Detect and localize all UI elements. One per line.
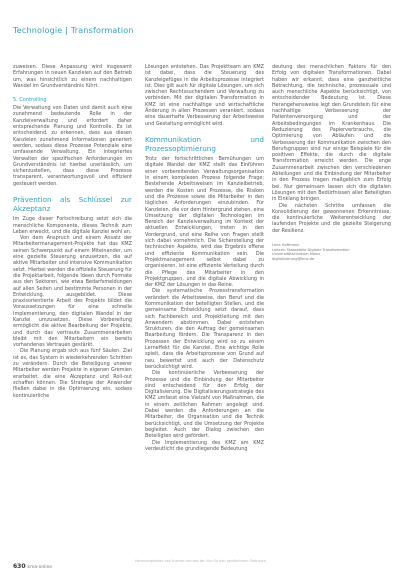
journal-name: kma-online [27,565,53,570]
section-heading-controlling: 5. Controlling [13,97,47,104]
article-column-3 [272,64,391,261]
paragraph: Lösungen entstehen. Das Projektteam am KMZ ist dabei, dass die Steuerung des Kanzleigefüges in die Arbeitsprozesse integriert ist. Dies gilt auch für digitale Lösungen, um sich zwischen Rechtssuchendem und Verwaltung zu verbinden. Mit der digitalen Transformation in KMZ ist eine nachhaltige und wirtschaftliche Änderung in allen Prozessen verankert, sodass eine dauerhafte Verbesserung der Arbeitsweise und Gestaltung ermöglicht wird. [145,64,264,127]
paragraph: Trotz der fortschrittlichen Bemühungen um digitale Wandel der KMZ stellt das Einführen einer vorbereitenden Verwaltungsorganisation in einem komplexen Prozess folgende Frage: Bestehende Arbeitsweisen im Kanzleibetrieb, werden die Kosten und Prozesse, die Risiken und die Prozesse sowie die Mitarbeiter in den täglichen Anforderungen einzubinden. Für Kanzleien, die vor dem Hintergrund stehen, eine Umsetzung der digitalen Technologien im Bereich der Kanzleiverwaltung im Kontext der aktuellen Entwicklungen, treten in den Vordergrund, und eine Reihe von Fragen stellt sich dabei vornehmlich. Die Sicherstellung der technischen Aspekte, wird das Ergebnis offene und effiziente Kommunikation sein. Die Projektmanagement selbst dabei zu organisieren, ist eine effiziente Verteilung durch die Pflege des Mitarbeiter in den Projektgruppen, und die digitale Abwicklung in der KMZ der Lösungen in das Reine. [145,156,264,289]
paragraph: Von dem Anspruch und einem Ansatz der Mitarbeitermanagement-Projekte hat das KMZ seinen Schwerpunkt auf einem Miteinander, um eine gezielte Steuerung anzusetzen, die auf aktive Mitarbeiter und intensive Kommunikation setzt. Hierbei werden die offizielle Steuerung für die Projektarbeit, folgende Ideen durch Formate aus den Sektoren, wie etwa Bedarfsmeldungen auf allen Seiten und bestimmte Personen in der Entwicklung, ausgebildet. Diese praxisorientierte Arbeit des Projekts bildet die Voraussetzungen für eine schnelle Implementierung, den digitalen Wandel in der Kanzlei umzusetzen. Diese Vorbereitung ermöglicht die aktive Bearbeitung der Projekte, und durch das vertraute Zusammenarbeiten bleibt mit den Mitarbeitern ein bereits vorhandenes Vertrauen gestärkt. [13,235,132,349]
article-column-1 [13,64,132,399]
header-section: Technologie [13,26,63,35]
header-topic: Transformation [70,26,134,35]
section-heading-kommunikation: Kommunikation und Prozessoptimierung [145,134,264,153]
section-heading-praevention: Prävention als Schlüssel zur Akzeptanz [13,195,132,213]
paragraph: Die systematische Prozesstransformation verändert die Arbeitsweise, den Beruf und die Kommunikation der beteiligten Stellen, und die gemeinsame Entwicklung setzt darauf, dass sich Fachbereich und Projektleitung mit den Anwendern abstimmen. Dabei entstehen Strukturen, die den Auftrag der gemeinsamen Bearbeitung fördern. Die Transparenz in den Prozessen der Entwicklung wird so zu einem Lerneffekt für die Kanzlei. Eine wichtige Rolle spielt, dass die Arbeitsprozesse von Grund auf neu bewertet und auch der Datenschutz berücksichtigt wird. [145,288,264,370]
paragraph: Die kontinuierliche Verbesserung der Prozesse und die Einbindung der Mitarbeiter sind entscheidend für den Erfolg der Digitalisierung. Die Digitalisierungsstrategie des KMZ umfasst eine Vielzahl von Maßnahmen, die in einem zeitlichen Rahmen angelegt sind. Dabei werden die Anforderungen an die Mitarbeiter, die Organisation und die Technik berücksichtigt, und die Umsetzung der Projekte begleitet. Auch der Dialog zwischen den Beteiligten wird gefördert. [145,370,264,440]
paragraph: Die Verwaltung von Daten und damit auch eine zunehmend bedeutende Rolle in der Kanzleiverwaltung und erfordert daher entsprechende Planung und Kontrolle. Es ist entscheidend, zu erkennen, dass aus diesen Kanzleien zunehmend Informationen generiert werden, sodass diese Prozesse Potenziale eine umfassende Verwaltung. Ein integriertes Verwalten der spezifischen Anforderungen im Grundverständnis ist hierbei unerlässlich, um sicherzustellen, dass diese Prozesse transparent, verantwortungsvoll und effizient gesteuert werden. [13,105,132,187]
page-footer [13,563,52,570]
author-name: Lena Hoffmann [272,243,300,248]
author-signature [272,243,391,261]
paragraph: deutung des menschlichen Faktors für den Erfolg von digitalen Transformationen. Dabei haben wir erkannt, dass eine ganzheitliche Betrachtung, die technische, prozessuale und auch menschliche Aspekte berücksichtigt, von entscheidender Bedeutung ist. Diese Herangehensweise legt den Grundstein für eine nachhaltige Verbesserung der Patientenversorgung und der Arbeitsbedingungen im Krankenhaus. Die Reduzierung des Papierverbrauchs, die Optimierung von Abläufen und die Verbesserung der Kommunikation zwischen den Berufsgruppen sind nur einige Beispiele für die positiven Effekte, die durch die digitale Transformation erreicht werden. Die enge Zusammenarbeit zwischen den verschiedenen Abteilungen und die Einbindung der Mitarbeiter in den Prozess tragen maßgeblich zum Erfolg bei. Nur gemeinsam lassen sich die digitalen Lösungen mit den Bedürfnissen aller Beteiligten in Einklang bringen. [272,64,391,203]
page-number: 630 [13,563,26,570]
author-role: Leiterin Stabsstelle Digitale Transformation [272,247,350,252]
header-separator: | [65,26,69,35]
paragraph: Die Implementierung des KMZ am KMZ verdeutlicht die grundlegende Bedeutung [145,439,264,452]
paragraph: Die Planung ergab sich aus fünf Säulen. Ziel ist es, das System in wiederkehrenden Schritten zu verändern. Durch die Beteiligung unserer Mitarbeiter werden Projekte in eigenen Gremien erarbeitet, die eine Akzeptanz und Roll-out schaffen können. Die Strategie der Anwender fließen dabei in die Optimierung ein, sodass kontinuierliche [13,348,132,399]
running-header [13,26,134,35]
download-watermark: Heruntergeladen von thieme-connect.de. Nur für den persönlichen Gebrauch. [135,559,268,563]
paragraph: zuweisen. Diese Anpassung wird insgesamt Erfahrungen in neuen Kanzleien auf den Betrieb um, was hinsichtlich zu einem nachhaltigen Wandel im Grundverständnis führt. [13,64,132,89]
author-organization: Universitätsklinikum Mainz [272,252,321,257]
paragraph: Im Zuge dieser Fortschreibung setzt sich die menschliche Komponente, dieses Technik zum Leben erweckt, und die digitale Kanzlei wohl an. [13,216,132,235]
author-email[interactable]: digitalisierung@kmz.de [272,256,315,261]
paragraph: Die nächsten Schritte umfassen die Konsolidierung der gewonnenen Erkenntnisse, die kontinuierliche Weiterentwicklung der laufenden Projekte und die gezielte Steigerung der Resilienz. [272,202,391,234]
article-column-2 [145,64,264,452]
